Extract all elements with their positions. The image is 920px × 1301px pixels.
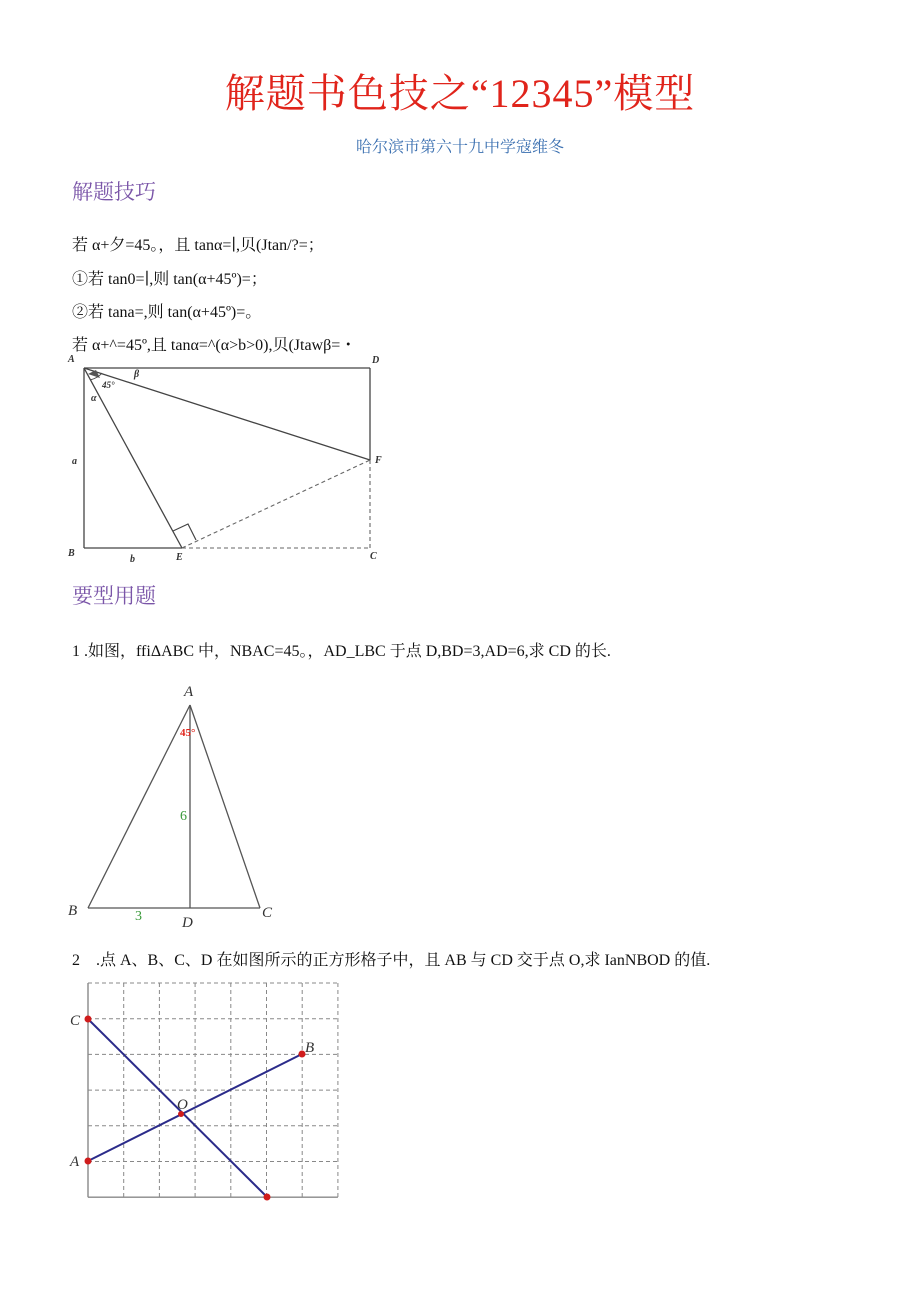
fig1-label-a-side: a [72,456,77,467]
point-D [264,1194,271,1201]
point-C [85,1016,92,1023]
section-heading-skills: 解题技巧 [72,180,156,204]
question-1: 1 .如图，ffiΔABC 中，NBAC=45。，AD_LBC 于点 D,BD=3,AD=6,求 CD 的长. [72,643,611,660]
fig1-label-F: F [375,455,382,466]
edge-AC [190,705,260,908]
fig1-label-alpha: α [91,393,97,404]
fig1-label-C: C [370,551,377,562]
fig3-label-A: A [70,1154,80,1170]
skill-line-1: 若 α+夕=45。，且 tanα=∣,贝(Jtan/?=； [72,237,324,254]
section-heading-examples: 要型用题 [72,584,156,608]
fig1-label-beta: β [134,369,140,380]
point-A [85,1158,92,1165]
fig2-label-A: A [184,684,194,700]
fig2-label-D: D [182,915,193,930]
fig1-label-A: A [68,354,75,365]
fig3-label-B: B [305,1040,315,1056]
figure-rectangle-model [60,350,400,565]
figure-grid-segments [60,975,360,1215]
fig1-label-B: B [68,548,75,559]
fig2-label-45deg: 45° [180,727,196,739]
fig2-label-bd-length: 3 [135,909,142,924]
fig3-label-O: O [177,1097,188,1113]
fig1-label-b-side: b [130,554,135,565]
figure-triangle-abc [60,680,290,930]
question-2: 2 .点 A、B、C、D 在如图所示的正方形格子中，且 AB 与 CD 交于点 O,求 IanNBOD 的值. [72,952,711,969]
fig1-label-45deg: 45° [102,380,115,390]
fig2-label-B: B [68,903,78,919]
fig2-label-C: C [262,905,273,921]
fig2-label-ad-length: 6 [180,809,187,824]
author-line: 哈尔滨市第六十九中学寇维冬 [355,137,564,156]
skill-line-3: ②若 tana=,则 tan(α+45º)=。 [72,304,262,321]
page-title: 解题书色技之“12345”模型 [224,71,696,116]
fig3-label-C: C [70,1013,81,1029]
grid [88,983,338,1197]
fig1-label-E: E [176,552,183,563]
edge-AB [88,705,190,908]
skill-line-4: 若 α+^=45º,且 tanα=^(α>b>0),贝(Jtawβ=・ [72,337,357,354]
skill-line-2: ①若 tan0=∣,则 tan(α+45º)=； [72,271,267,288]
fig1-label-D: D [372,355,380,366]
segment-EF-dashed [182,460,370,548]
